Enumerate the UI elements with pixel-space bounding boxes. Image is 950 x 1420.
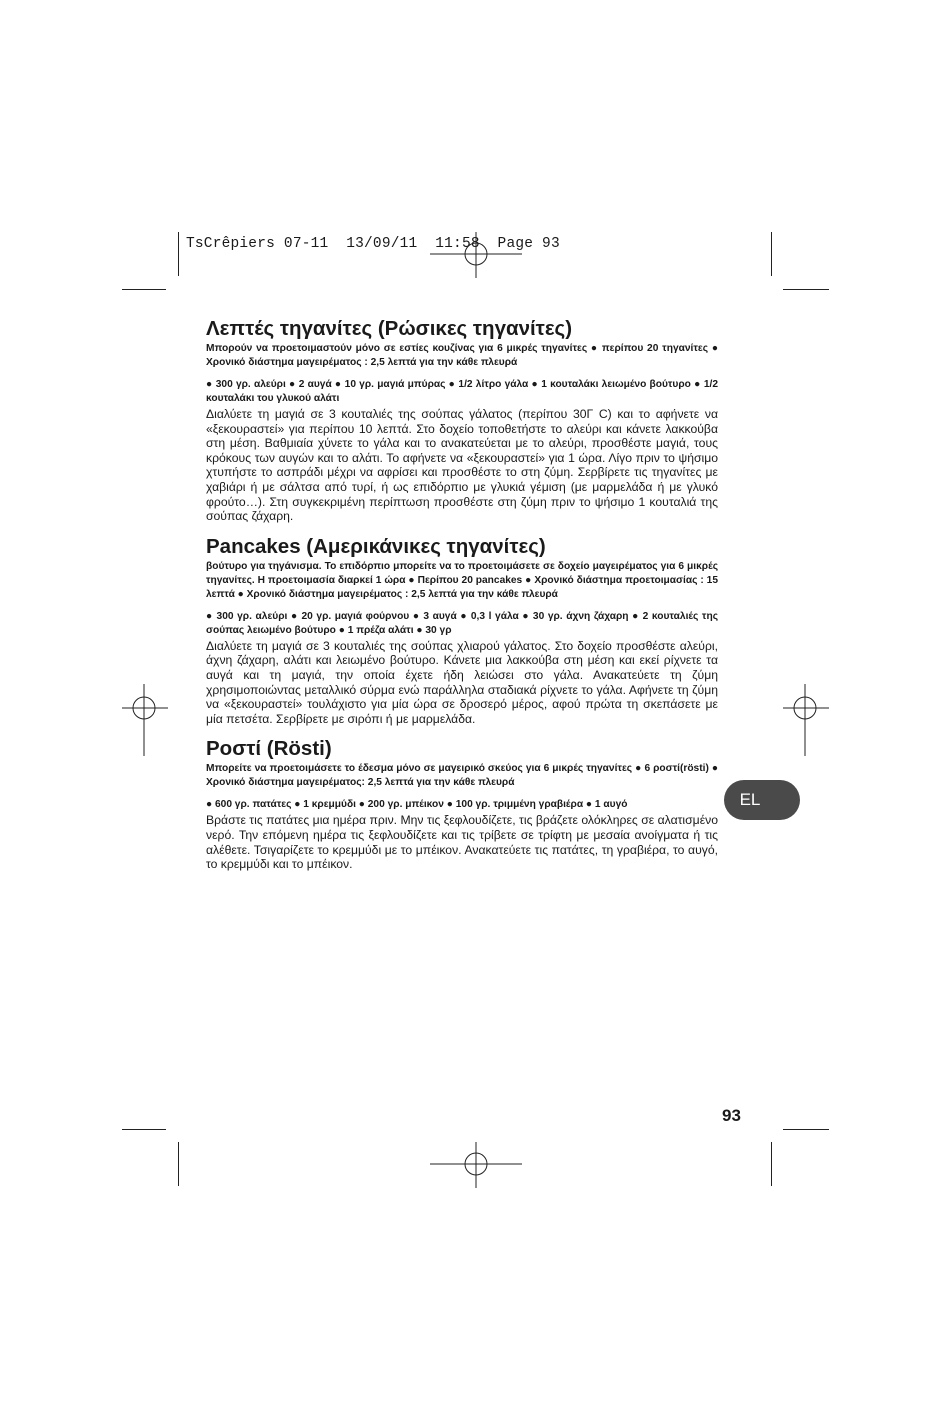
language-badge [724,780,800,820]
recipe-ingredients: ● 300 γρ. αλεύρι ● 20 γρ. μαγιά φούρνου ● 3 αυγά ● 0,3 l γάλα ● 30 γρ. άχνη ζάχαρη ● 2 κουταλιές της σούπας λειωμένο βούτυρο ● 1 πρέζα αλάτι ● 30 γρ [206,610,718,636]
registration-mark-left [122,684,168,756]
recipe-instructions: Βράστε τις πατάτες μια ημέρα πριν. Μην τις ξεφλουδίζετε, τις βράζετε ολόκληρες σε αλατισμένο νερό. Την επόμενη ημέρα τις ξεφλουδίζετε και τις τρίβετε σε τρίφτη με μεσαία ανοίγματα ή τις αλέθετε. Τσιγαρίζετε το κρεμμύδι με το μπέικον. Ανακατεύετε τις πατάτες, τη γραβιέρα, το αυγό, το κρεμμύδι και το μπέικον. [206,813,718,872]
recipe-title: Pancakes (Αμερικάνικες τηγανίτες) [206,534,546,558]
crop-mark-bottom-right-vertical [771,1142,772,1186]
recipe-meta: Μπορούν να προετοιμαστούν μόνο σε εστίες κουζίνας για 6 μικρές τηγανίτες ● περίπου 20 τηγανίτες ● Χρονικό διάστημα μαγειρέματος : 2,5 λεπτά για την κάθε πλευρά [206,343,718,368]
crop-mark-bottom-left-vertical [178,1142,179,1186]
recipe-meta: βούτυρο για τηγάνισμα. Το επιδόρπιο μπορείτε να το προετοιμάσετε σε δοχείο μαγειρέματος για 6 μικρές τηγανίτες. Η προετοιμασία διαρκεί 1 ώρα ● Περίπου 20 pancakes ● Χρονικό διάστημα προετοιμασίας : 15 λεπτά ● Χρονικό διάστημα μαγειρέματος : 2,5 λεπτά για την κάθε πλευρά [206,560,718,600]
recipe-section-russian-pancakes [206,318,718,524]
crop-mark-top-left-horizontal [122,289,166,290]
crop-mark-bottom-left-horizontal [122,1129,166,1130]
recipe-title: Ροστί (Rösti) [206,737,332,761]
language-badge-label: EL [739,790,761,809]
page-number: 93 [722,1106,741,1125]
recipe-section-american-pancakes [206,536,718,727]
crop-mark-bottom-right-horizontal [783,1129,829,1130]
registration-mark-right [783,684,829,756]
recipe-instructions: Διαλύετε τη μαγιά σε 3 κουταλιές της σούπας γάλατος (περίπου 30Γ C) και το αφήνετε να «ξεκουραστεί» για περίπου 10 λεπτά. Στο δοχείο τοποθετήστε το αλεύρι και κάνετε λακκούβα στη μέση. Βαθμιαία χύνετε το γάλα και το ανακατεύεται με το αλεύρι, προσθέστε μαγιά, τους κρόκους των αυγών και το αλάτι. Το αφήνετε να «ξεκουραστεί» για 1 ώρα. Λίγο πριν το ψήσιμο χτυπήστε το ασπράδι μέχρι να αφρίσει και προσθέστε το στη ζύμη. Σερβίρετε τις τηγανίτες με χαβιάρι ή με σάλτσα από τυρί, ή ως επιδόρπιο με γλυκιά γέμιση (με μαρμελάδα ή με γλυκό φρούτο…). Στη συγκεκριμένη περίπτωση προσθέστε στη ζύμη πριν το ψήσιμο 1 κουταλιά της σούπας ζάχαρη. [206,407,718,524]
recipe-ingredients: ● 300 γρ. αλεύρι ● 2 αυγά ● 10 γρ. μαγιά μπύρας ● 1/2 λίτρο γάλα ● 1 κουταλάκι λειωμένο βούτυρο ● 1/2 κουταλάκι του γλυκού αλάτι [206,379,718,404]
recipe-meta: Μπορείτε να προετοιμάσετε το έδεσμα μόνο σε μαγειρικό σκεύος για 6 μικρές τηγανίτες ● 6 ροστί(rösti) ● Χρονικό διάστημα μαγειρέματος: 2,5 λεπτά για την κάθε πλευρά [206,763,718,789]
recipe-section-rosti [206,738,718,871]
recipe-content [206,318,718,884]
crop-mark-top-right-vertical [771,232,772,276]
recipe-instructions: Διαλύετε τη μαγιά σε 3 κουταλιές της σούπας χλιαρού γάλατος. Στο δοχείο προσθέστε αλεύρι, άχνη ζάχαρη, αλάτι και λειωμένο βούτυρο. Κάνετε μια λακκούβα στη μέση και εκεί ρίχνετε τα αυγά και τη μαγιά, την οποία έχετε ήδη λειώσει στο γάλα. Ανακατεύετε τη ζύμη χρησιμοποιώντας μεταλλικό σύρμα ενώ παράλληλα σταδιακά ρίχνετε το γάλα. Αφήνετε τη ζύμη να «ξεκουραστεί» τουλάχιστο για μία ώρα σε δροσερό μέρος, αφού πρώτα τη σκεπάσετε με μία πετσέτα. Σερβίρετε με σιρόπι ή με μαρμελάδα. [206,638,718,726]
registration-mark-bottom [430,1142,522,1188]
print-header: TsCrêpiers 07-11 13/09/11 11:58 Page 93 [186,236,560,252]
registration-mark-top [430,232,522,278]
crop-mark-top-left-vertical [178,232,179,276]
crop-mark-top-right-horizontal [783,289,829,290]
recipe-title: Λεπτές τηγανίτες (Ρώσικες τηγανίτες) [206,317,573,340]
recipe-ingredients: ● 600 γρ. πατάτες ● 1 κρεμμύδι ● 200 γρ. μπέικον ● 100 γρ. τριμμένη γραβιέρα ● 1 αυγό [206,799,628,811]
